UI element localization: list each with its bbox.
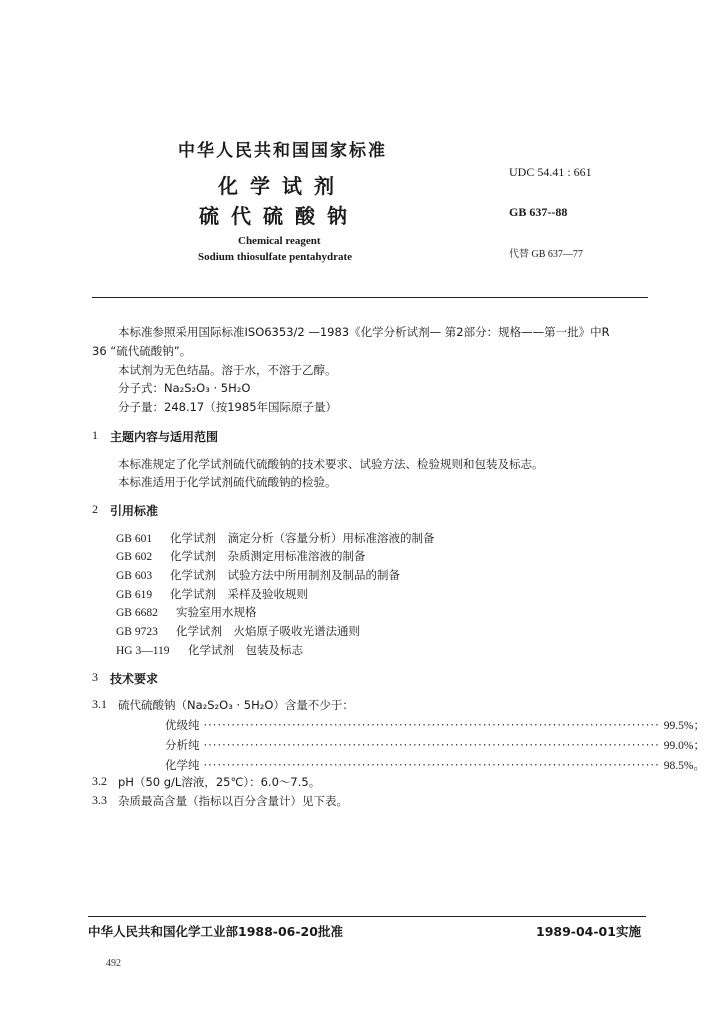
ref-code: HG 3—119 bbox=[116, 645, 170, 657]
dot-leader: ·································································································· bbox=[203, 738, 660, 752]
ref-item bbox=[116, 567, 400, 583]
ref-item bbox=[116, 604, 257, 620]
clause-3-2-number: 3.2 bbox=[92, 774, 107, 788]
ref-code: GB 601 bbox=[116, 533, 153, 545]
grade-row bbox=[165, 737, 705, 753]
ref-text: 实验室用水规格 bbox=[176, 605, 257, 619]
dot-leader: ·································································································· bbox=[203, 718, 660, 732]
ref-text: 化学试剂 火焰原子吸收光谱法通则 bbox=[176, 624, 360, 638]
section-1-para-2: 本标准适用于化学试剂硫代硫酸钠的检验。 bbox=[118, 475, 337, 489]
intro-line-1: 本标准参照采用国际标准ISO6353/2 —1983《化学分析试剂— 第2部分：规格——第一批》中R bbox=[118, 325, 610, 339]
udc-code: UDC 54.41 : 661 bbox=[509, 165, 592, 179]
grade-label: 分析纯 bbox=[165, 738, 200, 752]
section-3-title: 技术要求 bbox=[110, 672, 159, 686]
grade-row bbox=[165, 717, 705, 733]
grade-value: 98.5%。 bbox=[663, 760, 705, 772]
ref-code: GB 6682 bbox=[116, 607, 158, 619]
english-title-line-1: Chemical reagent bbox=[238, 235, 321, 247]
ref-item bbox=[116, 642, 303, 658]
section-3-number: 3 bbox=[92, 670, 98, 684]
clause-3-2-text: pH（50 g/L溶液，25℃）：6.0～7.5。 bbox=[118, 775, 321, 789]
ref-text: 化学试剂 包装及标志 bbox=[188, 643, 303, 657]
title-line-2: 硫代硫酸钠 bbox=[199, 204, 359, 228]
clause-3-1-text: 硫代硫酸钠（Na₂S₂O₃ · 5H₂O）含量不少于： bbox=[118, 698, 354, 712]
section-1-para-1: 本标准规定了化学试剂硫代硫酸钠的技术要求、试验方法、检验规则和包装及标志。 bbox=[118, 457, 544, 471]
replaces-code: 代替 GB 637—77 bbox=[509, 249, 583, 260]
gb-code: GB 637--88 bbox=[509, 205, 568, 219]
molecular-weight: 分子量：248.17（按1985年国际原子量） bbox=[118, 400, 338, 414]
ref-text: 化学试剂 试验方法中所用制剂及制品的制备 bbox=[170, 568, 400, 582]
intro-line-3: 本试剂为无色结晶。溶于水，不溶于乙醇。 bbox=[118, 363, 337, 377]
ref-item bbox=[116, 623, 360, 639]
clause-3-3-number: 3.3 bbox=[92, 793, 107, 807]
section-2-number: 2 bbox=[92, 502, 98, 516]
grade-row bbox=[165, 757, 705, 773]
ref-item bbox=[116, 586, 308, 602]
approval-line: 中华人民共和国化学工业部1988-06-20批准 bbox=[88, 924, 343, 939]
molecular-formula: 分子式：Na₂S₂O₃ · 5H₂O bbox=[118, 381, 251, 395]
bottom-divider bbox=[88, 916, 646, 917]
ref-item bbox=[116, 548, 366, 564]
standard-title: 中华人民共和国国家标准 bbox=[178, 141, 387, 161]
ref-item bbox=[116, 530, 435, 546]
grade-label: 化学纯 bbox=[165, 758, 200, 772]
ref-text: 化学试剂 杂质测定用标准溶液的制备 bbox=[170, 549, 366, 563]
clause-3-1-number: 3.1 bbox=[92, 697, 107, 711]
implementation-date: 1989-04-01实施 bbox=[536, 924, 641, 939]
ref-code: GB 619 bbox=[116, 589, 153, 601]
section-1-title: 主题内容与适用范围 bbox=[110, 430, 219, 444]
top-divider bbox=[92, 297, 648, 298]
english-title-line-2: Sodium thiosulfate pentahydrate bbox=[198, 251, 353, 263]
ref-code: GB 9723 bbox=[116, 626, 158, 638]
page-number: 492 bbox=[106, 958, 121, 969]
ref-text: 化学试剂 滴定分析（容量分析）用标准溶液的制备 bbox=[170, 531, 435, 545]
section-1-number: 1 bbox=[92, 428, 98, 442]
ref-code: GB 603 bbox=[116, 570, 153, 582]
intro-line-2: 36 “硫代硫酸钠”。 bbox=[92, 344, 192, 358]
grade-value: 99.5%； bbox=[663, 720, 705, 732]
ref-text: 化学试剂 采样及验收规则 bbox=[170, 587, 308, 601]
grade-value: 99.0%； bbox=[663, 740, 705, 752]
grade-label: 优级纯 bbox=[165, 718, 200, 732]
ref-code: GB 602 bbox=[116, 551, 153, 563]
title-line-1: 化学试剂 bbox=[218, 174, 346, 198]
dot-leader: ·································································································· bbox=[203, 758, 660, 772]
clause-3-3-text: 杂质最高含量（指标以百分含量计）见下表。 bbox=[118, 794, 348, 808]
section-2-title: 引用标准 bbox=[110, 504, 159, 518]
